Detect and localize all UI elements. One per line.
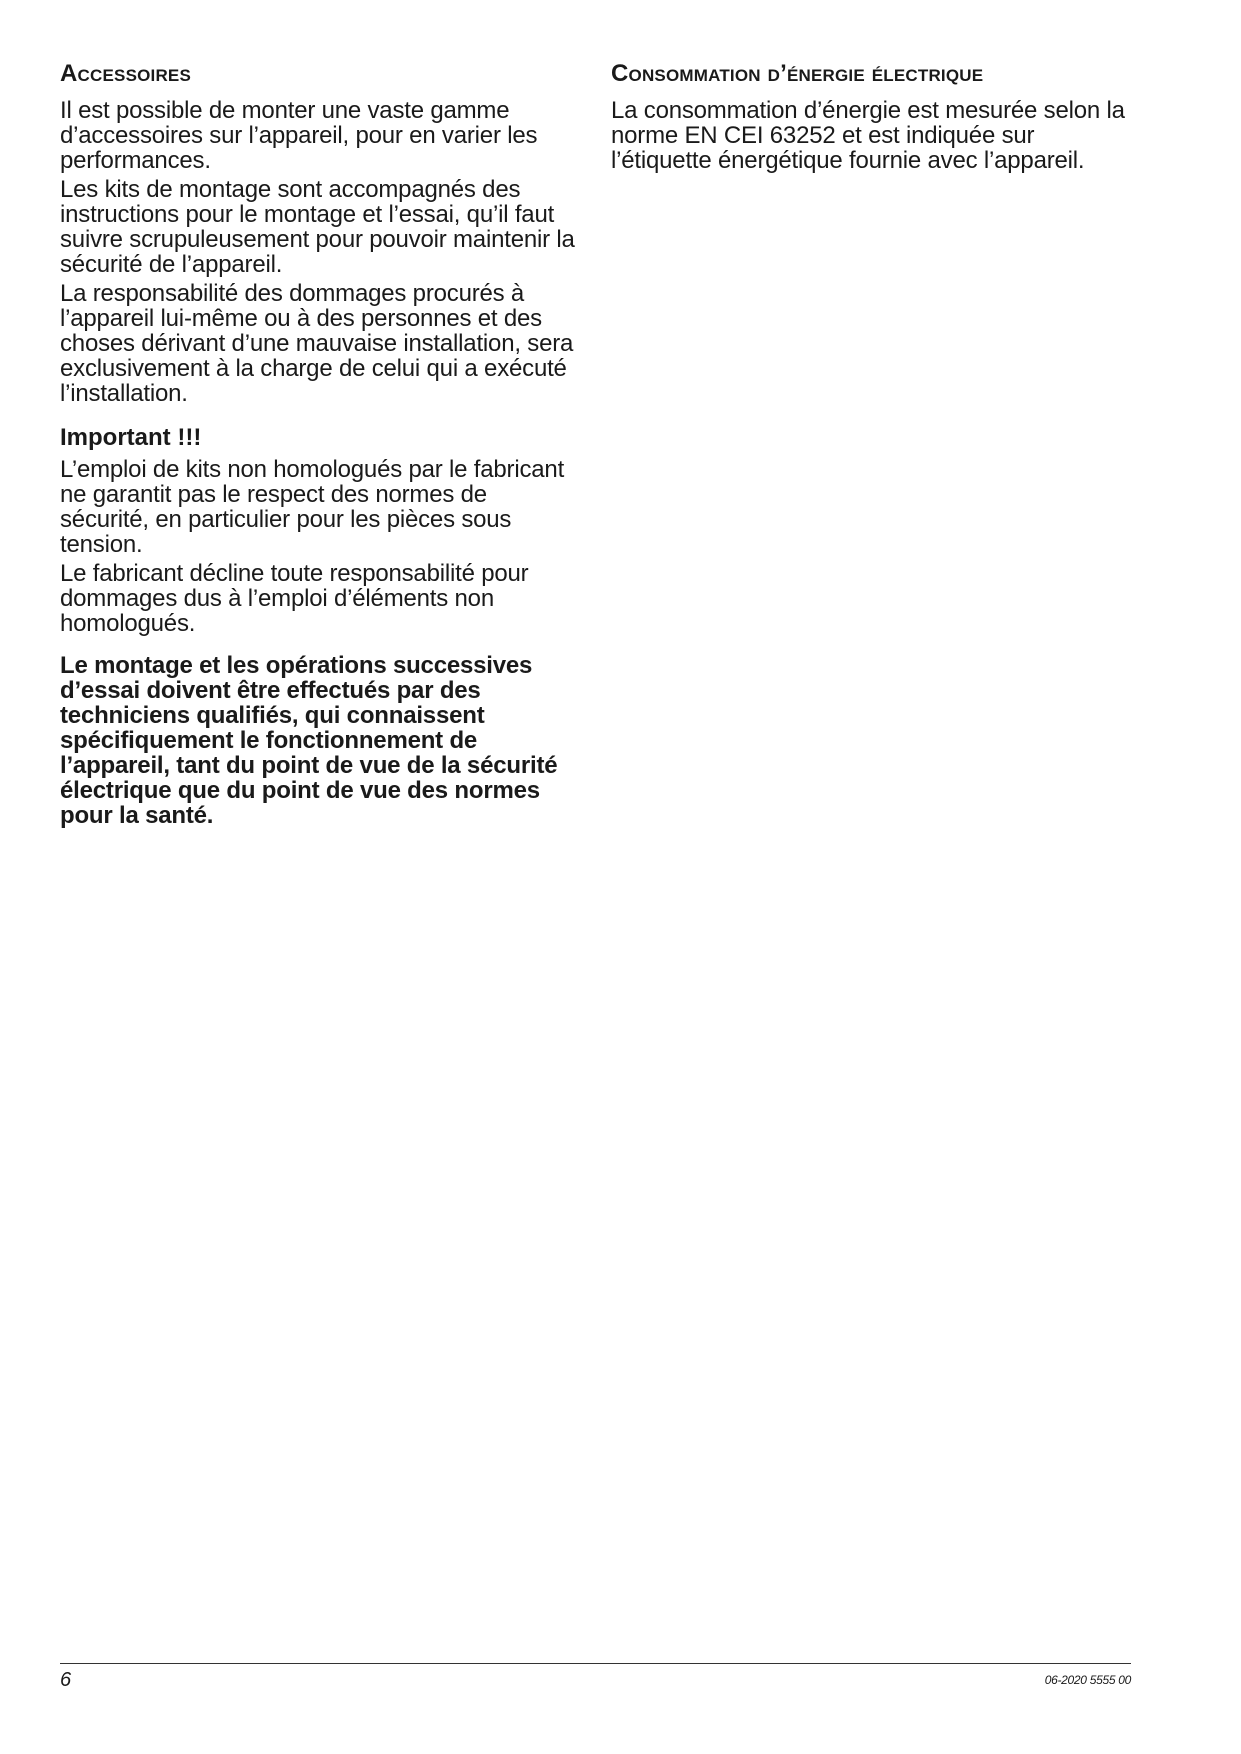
right-column [611,58,1131,177]
footer-divider [60,1663,1131,1664]
important-paragraph-2: Le fabricant décline toute responsabilité pour dommages dus à l’emploi d’éléments non homologués. [60,560,529,637]
important-paragraph-1: L’emploi de kits non homologués par le fabricant ne garantit pas le respect des normes de sécurité, en particulier pour les pièces sous tension. [60,456,565,558]
document-code: 06-2020 5555 00 [1044,1673,1131,1687]
important-heading: Important !!! [60,424,202,451]
energy-consumption-heading: Consommation d’énergie électrique [611,60,984,87]
energy-consumption-paragraph: La consommation d’énergie est mesurée selon la norme EN CEI 63252 et est indiquée sur l’étiquette énergétique fournie avec l’appareil. [611,97,1125,174]
accessories-paragraph-2: Les kits de montage sont accompagnés des instructions pour le montage et l’essai, qu’il faut suivre scrupuleusement pour pouvoir maintenir la sécurité de l’appareil. [60,176,575,278]
installation-warning: Le montage et les opérations successives d’essai doivent être effectués par des techniciens qualifiés, qui connaissent spécifiquement le fonctionnement de l’appareil, tant du point de vue de la sécurité électrique que du point de vue des normes pour la santé. [60,652,558,829]
accessories-paragraph-1: Il est possible de monter une vaste gamme d’accessoires sur l’appareil, pour en varier les performances. [60,97,538,174]
accessories-paragraph-3: La responsabilité des dommages procurés à l’appareil lui-même ou à des personnes et des choses dérivant d’une mauvaise installation, sera exclusivement à la charge de celui qui a exécuté l’installation. [60,280,574,407]
accessories-heading: Accessoires [60,60,192,87]
left-column [60,58,580,832]
page-number: 6 [60,1669,72,1691]
